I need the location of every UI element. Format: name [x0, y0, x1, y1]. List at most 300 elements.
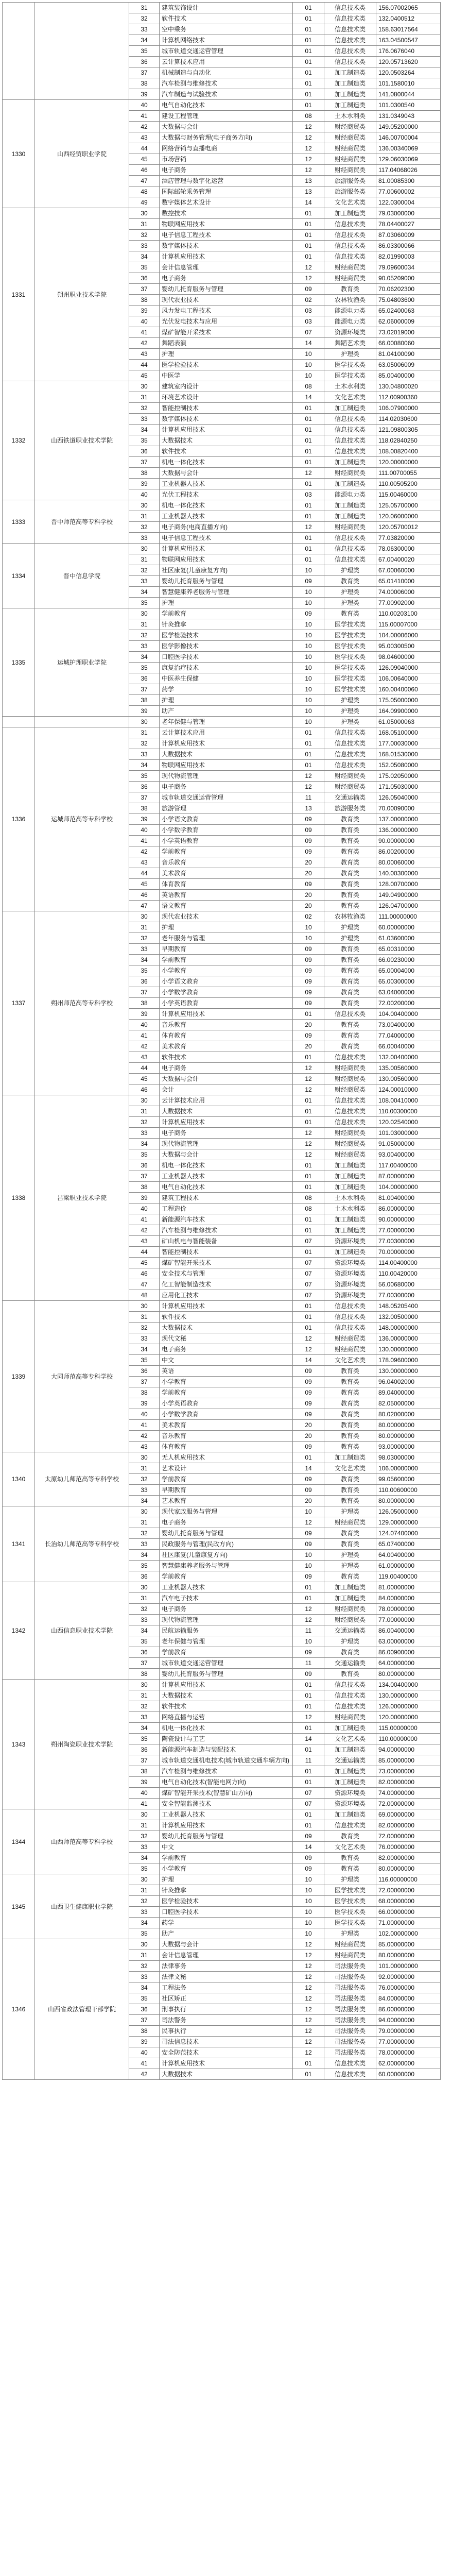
total-score: 115.00007000: [376, 619, 441, 630]
category-code: 20: [293, 1020, 324, 1030]
category-name: 教育类: [324, 955, 376, 965]
category-name: 教育类: [324, 1041, 376, 1052]
category-code: 12: [293, 154, 324, 165]
category-name: 土木水利类: [324, 111, 376, 122]
major-name: 大数据技术: [160, 435, 293, 446]
category-code: 12: [293, 1063, 324, 1074]
major-name: 电子商务: [160, 1063, 293, 1074]
category-code: 01: [293, 2069, 324, 2080]
category-name: 护理类: [324, 695, 376, 706]
major-name: 现代文秘: [160, 1333, 293, 1344]
category-code: 10: [293, 706, 324, 717]
major-code: 35: [129, 771, 160, 782]
category-code: 13: [293, 187, 324, 197]
major-name: 计算机应用技术: [160, 251, 293, 262]
major-code: 37: [129, 1377, 160, 1387]
category-code: 09: [293, 825, 324, 836]
major-code: 37: [129, 987, 160, 998]
major-code: 35: [129, 262, 160, 273]
category-name: 能源电力类: [324, 306, 376, 316]
major-name: 医学检验技术: [160, 360, 293, 370]
total-score: 68.00000000: [376, 1896, 441, 1907]
major-code: 36: [129, 976, 160, 987]
total-score: 90.00000000: [376, 1214, 441, 1225]
category-code: 09: [293, 944, 324, 955]
major-name: 助产: [160, 1928, 293, 1939]
major-code: 44: [129, 1247, 160, 1258]
total-score: 77.00902000: [376, 598, 441, 608]
major-name: 电子商务: [160, 1344, 293, 1355]
major-code: 30: [129, 717, 160, 727]
category-name: 旅游服务类: [324, 187, 376, 197]
total-score: 175.05000000: [376, 695, 441, 706]
total-score: 90.05209000: [376, 273, 441, 284]
total-score: 85.00000000: [376, 1939, 441, 1950]
major-code: 44: [129, 360, 160, 370]
total-score: 124.07400000: [376, 1528, 441, 1539]
major-name: 计算机应用技术: [160, 1117, 293, 1128]
total-score: 98.04600000: [376, 652, 441, 663]
category-name: 医学技术类: [324, 1896, 376, 1907]
table-row: [3, 717, 441, 727]
major-name: 药学: [160, 684, 293, 695]
major-name: 小学数学教育: [160, 987, 293, 998]
total-score: 120.05700012: [376, 522, 441, 533]
category-code: 10: [293, 673, 324, 684]
major-name: 电子信息工程技术: [160, 230, 293, 241]
major-name: 中医养生保健: [160, 673, 293, 684]
major-name: 音乐教育: [160, 857, 293, 868]
category-name: 加工制造类: [324, 1214, 376, 1225]
major-code: 34: [129, 425, 160, 435]
major-name: 安全技术与管理: [160, 1268, 293, 1279]
category-name: 护理类: [324, 922, 376, 933]
total-score: 141.0800044: [376, 89, 441, 100]
major-code: 41: [129, 1420, 160, 1431]
total-score: 152.05080000: [376, 760, 441, 771]
school-code: 1337: [3, 911, 35, 1095]
major-name: 刑事执行: [160, 2004, 293, 2015]
total-score: 65.00300000: [376, 976, 441, 987]
major-name: 助产: [160, 706, 293, 717]
major-code: 39: [129, 1398, 160, 1409]
total-score: 65.00310000: [376, 944, 441, 955]
major-code: 31: [129, 1312, 160, 1323]
category-code: 12: [293, 1961, 324, 1972]
major-code: 30: [129, 1452, 160, 1463]
category-code: 03: [293, 316, 324, 327]
major-code: 39: [129, 306, 160, 316]
category-code: 07: [293, 1788, 324, 1799]
total-score: 65.02400063: [376, 306, 441, 316]
total-score: 72.00000000: [376, 1799, 441, 1809]
category-name: 加工制造类: [324, 1171, 376, 1182]
major-code: 47: [129, 901, 160, 911]
category-name: 舞蹈艺术类: [324, 338, 376, 349]
major-name: 工业机器人技术: [160, 1809, 293, 1820]
category-name: 财经商贸类: [324, 1344, 376, 1355]
table-row: [3, 1939, 441, 1950]
total-score: 89.04000000: [376, 1387, 441, 1398]
category-name: 信息技术类: [324, 1690, 376, 1701]
category-name: 信息技术类: [324, 3, 376, 13]
major-name: 物联网应用技术: [160, 554, 293, 565]
category-code: 01: [293, 78, 324, 89]
category-code: 08: [293, 1204, 324, 1214]
major-code: 35: [129, 1355, 160, 1366]
category-code: 12: [293, 468, 324, 479]
major-name: 护理: [160, 1874, 293, 1885]
category-code: 12: [293, 1128, 324, 1139]
total-score: 132.00500000: [376, 1312, 441, 1323]
major-name: 云计算技术应用: [160, 57, 293, 67]
major-code: 35: [129, 663, 160, 673]
major-code: 36: [129, 1571, 160, 1582]
major-name: 老年保健与管理: [160, 717, 293, 727]
major-code: 32: [129, 1701, 160, 1712]
major-name: 云计算技术应用: [160, 1095, 293, 1106]
category-code: 01: [293, 1777, 324, 1788]
category-code: 01: [293, 1744, 324, 1755]
major-code: 45: [129, 370, 160, 381]
total-score: 70.06202300: [376, 284, 441, 295]
total-score: 70.00000000: [376, 1247, 441, 1258]
category-name: 教育类: [324, 1853, 376, 1863]
category-code: 01: [293, 760, 324, 771]
total-score: 73.00400000: [376, 1020, 441, 1030]
major-code: 36: [129, 57, 160, 67]
category-code: 12: [293, 771, 324, 782]
total-score: 85.00000000: [376, 1755, 441, 1766]
category-code: 14: [293, 392, 324, 403]
major-code: 31: [129, 1517, 160, 1528]
category-name: 资源环境类: [324, 1236, 376, 1247]
category-name: 护理类: [324, 706, 376, 717]
major-code: 32: [129, 738, 160, 749]
major-name: 小学英语教育: [160, 998, 293, 1009]
total-score: 132.00400000: [376, 1052, 441, 1063]
category-name: 护理类: [324, 598, 376, 608]
total-score: 130.00000000: [376, 1344, 441, 1355]
category-code: 12: [293, 1712, 324, 1723]
major-name: 现代物流管理: [160, 1139, 293, 1149]
total-score: 124.00010000: [376, 1084, 441, 1095]
category-name: 财经商贸类: [324, 122, 376, 132]
major-name: 小学教育: [160, 1863, 293, 1874]
major-code: 31: [129, 392, 160, 403]
category-code: 09: [293, 608, 324, 619]
category-code: 01: [293, 241, 324, 251]
major-code: 34: [129, 652, 160, 663]
category-name: 财经商贸类: [324, 1939, 376, 1950]
category-name: 文化艺术类: [324, 197, 376, 208]
category-name: 教育类: [324, 1387, 376, 1398]
major-code: 36: [129, 273, 160, 284]
category-code: 03: [293, 306, 324, 316]
total-score: 114.02030600: [376, 414, 441, 425]
total-score: 77.00000000: [376, 1225, 441, 1236]
total-score: 80.00000000: [376, 1496, 441, 1506]
category-name: 财经商贸类: [324, 1084, 376, 1095]
category-code: 01: [293, 1723, 324, 1734]
category-code: 12: [293, 2004, 324, 2015]
category-code: 09: [293, 879, 324, 890]
total-score: 69.00000000: [376, 1809, 441, 1820]
major-code: 31: [129, 1820, 160, 1831]
major-code: 45: [129, 1074, 160, 1084]
category-name: 财经商贸类: [324, 1074, 376, 1084]
total-score: 63.04000000: [376, 987, 441, 998]
category-code: 08: [293, 111, 324, 122]
category-code: 12: [293, 1972, 324, 1982]
total-score: 117.04068026: [376, 165, 441, 176]
category-name: 教育类: [324, 857, 376, 868]
major-code: 33: [129, 641, 160, 652]
category-name: 加工制造类: [324, 1777, 376, 1788]
category-code: 09: [293, 955, 324, 965]
major-name: 美术教育: [160, 1041, 293, 1052]
category-code: 01: [293, 24, 324, 35]
category-name: 文化艺术类: [324, 392, 376, 403]
total-score: 86.00000000: [376, 1204, 441, 1214]
category-code: 01: [293, 13, 324, 24]
category-code: 10: [293, 1928, 324, 1939]
category-code: 10: [293, 684, 324, 695]
category-name: 信息技术类: [324, 533, 376, 544]
total-score: 94.00000000: [376, 2015, 441, 2026]
total-score: 77.04000000: [376, 1030, 441, 1041]
category-name: 信息技术类: [324, 414, 376, 425]
category-name: 教育类: [324, 576, 376, 587]
total-score: 119.00400000: [376, 1571, 441, 1582]
category-code: 09: [293, 814, 324, 825]
major-code: 35: [129, 965, 160, 976]
total-score: 80.00000000: [376, 1669, 441, 1680]
category-code: 10: [293, 1885, 324, 1896]
total-score: 104.00000000: [376, 1182, 441, 1193]
total-score: 87.00000000: [376, 1171, 441, 1182]
category-name: 司法服务类: [324, 2015, 376, 2026]
category-code: 01: [293, 1117, 324, 1128]
category-code: 09: [293, 1863, 324, 1874]
total-score: 93.00000000: [376, 1442, 441, 1452]
total-score: 61.00000000: [376, 1561, 441, 1571]
category-name: 教育类: [324, 965, 376, 976]
category-name: 教育类: [324, 1409, 376, 1420]
category-name: 护理类: [324, 933, 376, 944]
major-name: 应用化工技术: [160, 1290, 293, 1301]
total-score: 137.00000000: [376, 814, 441, 825]
total-score: 78.06300000: [376, 544, 441, 554]
total-score: 80.00000000: [376, 1431, 441, 1442]
major-code: 40: [129, 316, 160, 327]
category-name: 资源环境类: [324, 1279, 376, 1290]
major-name: 婴幼儿托育服务与管理: [160, 1528, 293, 1539]
category-name: 加工制造类: [324, 511, 376, 522]
category-name: 文化艺术类: [324, 1463, 376, 1474]
major-code: 38: [129, 78, 160, 89]
total-score: 108.00820400: [376, 446, 441, 457]
major-code: 33: [129, 1972, 160, 1982]
major-code: 34: [129, 955, 160, 965]
major-name: 计算机应用技术: [160, 738, 293, 749]
category-name: 信息技术类: [324, 241, 376, 251]
category-code: 11: [293, 1625, 324, 1636]
major-code: 42: [129, 2069, 160, 2080]
major-code: 33: [129, 1907, 160, 1918]
table-row: [3, 1506, 441, 1517]
total-score: 111.00000000: [376, 911, 441, 922]
category-code: 01: [293, 457, 324, 468]
major-name: 陶瓷设计与工艺: [160, 1734, 293, 1744]
major-name: 民航运输服务: [160, 1625, 293, 1636]
major-name: 音乐教育: [160, 1020, 293, 1030]
category-name: 财经商贸类: [324, 782, 376, 792]
major-name: 工程造价: [160, 1204, 293, 1214]
major-name: 软件技术: [160, 446, 293, 457]
category-code: 12: [293, 262, 324, 273]
total-score: 130.00000000: [376, 1690, 441, 1701]
major-name: 风力发电工程技术: [160, 306, 293, 316]
total-score: 156.07002065: [376, 3, 441, 13]
major-name: 舞蹈表演: [160, 338, 293, 349]
category-code: 10: [293, 370, 324, 381]
category-name: 信息技术类: [324, 1701, 376, 1712]
major-name: 小学教育: [160, 965, 293, 976]
major-name: 电气自动化技术(智能电网方向): [160, 1777, 293, 1788]
category-code: 09: [293, 1831, 324, 1842]
major-code: 41: [129, 1030, 160, 1041]
total-score: 63.00000000: [376, 1636, 441, 1647]
category-name: 信息技术类: [324, 1301, 376, 1312]
category-code: 14: [293, 1463, 324, 1474]
school-name: 朔州师范高等专科学校: [35, 911, 129, 1095]
category-code: 01: [293, 414, 324, 425]
major-name: 机械制造与自动化: [160, 67, 293, 78]
major-name: 药学: [160, 1918, 293, 1928]
major-name: 体育教育: [160, 1030, 293, 1041]
major-code: 36: [129, 1160, 160, 1171]
category-name: 教育类: [324, 1420, 376, 1431]
major-code: 32: [129, 1961, 160, 1972]
category-name: 教育类: [324, 976, 376, 987]
category-name: 司法服务类: [324, 2037, 376, 2047]
school-name: 晋中信息学院: [35, 544, 129, 608]
category-name: 教育类: [324, 901, 376, 911]
school-name: 山西省政法管理干部学院: [35, 1939, 129, 2080]
major-code: 33: [129, 1333, 160, 1344]
major-code: 45: [129, 1258, 160, 1268]
major-code: 30: [129, 1301, 160, 1312]
major-code: 45: [129, 879, 160, 890]
major-code: 46: [129, 890, 160, 901]
major-name: 司法信息技术: [160, 2037, 293, 2047]
major-name: 空中乘务: [160, 24, 293, 35]
major-code: 36: [129, 1366, 160, 1377]
category-code: 01: [293, 1680, 324, 1690]
major-code: 31: [129, 1106, 160, 1117]
category-name: 信息技术类: [324, 1106, 376, 1117]
major-name: 城市轨道交通运营管理: [160, 46, 293, 57]
category-code: 01: [293, 500, 324, 511]
major-code: 46: [129, 1084, 160, 1095]
major-name: 城市轨道交通机电技术(城市轨道交通车辆方向): [160, 1755, 293, 1766]
total-score: 81.04100090: [376, 349, 441, 360]
major-code: 32: [129, 13, 160, 24]
total-score: 94.00000000: [376, 1744, 441, 1755]
category-name: 教育类: [324, 846, 376, 857]
total-score: 80.00000000: [376, 1863, 441, 1874]
major-name: 矿山机电与智能装备: [160, 1236, 293, 1247]
category-name: 教育类: [324, 1377, 376, 1387]
table-row: [3, 1582, 441, 1593]
category-name: 加工制造类: [324, 1160, 376, 1171]
category-name: 教育类: [324, 1831, 376, 1842]
category-code: 09: [293, 998, 324, 1009]
total-score: 90.00000000: [376, 836, 441, 846]
total-score: 72.00000000: [376, 1831, 441, 1842]
category-code: 01: [293, 1214, 324, 1225]
category-name: 信息技术类: [324, 1095, 376, 1106]
total-score: 72.00200000: [376, 998, 441, 1009]
category-name: 教育类: [324, 284, 376, 295]
category-name: 教育类: [324, 825, 376, 836]
major-name: 学前教育: [160, 1571, 293, 1582]
major-code: 33: [129, 241, 160, 251]
total-score: 80.00060000: [376, 857, 441, 868]
major-name: 汽车检测与维修技术: [160, 1225, 293, 1236]
category-name: 资源环境类: [324, 327, 376, 338]
category-name: 加工制造类: [324, 89, 376, 100]
major-code: 40: [129, 1409, 160, 1420]
category-code: 09: [293, 1442, 324, 1452]
major-name: 社区矫正: [160, 1993, 293, 2004]
major-name: 大数据技术: [160, 1323, 293, 1333]
total-score: 177.00030000: [376, 738, 441, 749]
category-code: 09: [293, 576, 324, 587]
major-name: 光伏发电技术与应用: [160, 316, 293, 327]
major-name: 社区康复(儿童康复方向): [160, 565, 293, 576]
major-name: 机电一体化技术: [160, 1723, 293, 1734]
school-name: 山西信息职业技术学院: [35, 1582, 129, 1680]
major-code: 42: [129, 1041, 160, 1052]
major-code: 36: [129, 782, 160, 792]
major-name: 艺术设计: [160, 1463, 293, 1474]
category-name: 信息技术类: [324, 24, 376, 35]
major-code: 38: [129, 1766, 160, 1777]
category-code: 20: [293, 1420, 324, 1431]
category-code: 12: [293, 1149, 324, 1160]
category-name: 能源电力类: [324, 316, 376, 327]
category-code: 10: [293, 1918, 324, 1928]
major-code: 30: [129, 500, 160, 511]
school-name: 吕梁职业技术学院: [35, 1095, 129, 1301]
category-name: 教育类: [324, 1669, 376, 1680]
major-code: 31: [129, 1463, 160, 1474]
major-code: 34: [129, 1982, 160, 1993]
category-name: 资源环境类: [324, 1799, 376, 1809]
total-score: 106.07900000: [376, 403, 441, 414]
total-score: 85.00400000: [376, 370, 441, 381]
category-code: 10: [293, 1896, 324, 1907]
major-name: 城市轨道交通运营管理: [160, 792, 293, 803]
category-code: 09: [293, 1474, 324, 1485]
total-score: 163.04500547: [376, 35, 441, 46]
category-code: 07: [293, 1258, 324, 1268]
school-name: 长治幼儿师范高等专科学校: [35, 1506, 129, 1582]
category-code: 01: [293, 511, 324, 522]
major-name: 光伏工程技术: [160, 489, 293, 500]
